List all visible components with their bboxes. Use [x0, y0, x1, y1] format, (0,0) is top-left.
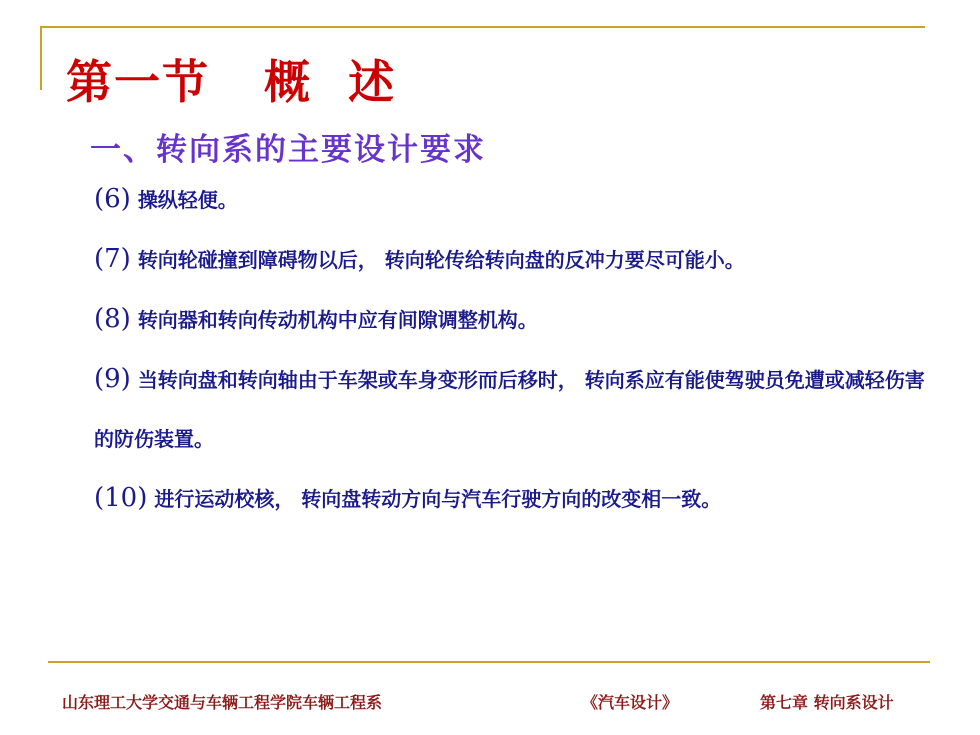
- list-item: [78, 290, 940, 350]
- item-text: 转向轮碰撞到障碍物以后， 转向轮传给转向盘的反冲力要尽可能小。: [137, 248, 745, 272]
- footer-chapter: 第七章 转向系设计: [760, 693, 894, 712]
- item-text: 转向器和转向传动机构中应有间隙调整机构。: [137, 308, 538, 332]
- item-number: (6): [94, 184, 131, 214]
- item-number: (9): [94, 364, 131, 394]
- requirements-list: [78, 170, 940, 529]
- footer-divider: [48, 661, 930, 663]
- list-item: [78, 469, 940, 529]
- item-number: (10): [94, 483, 148, 513]
- item-number: (7): [94, 244, 131, 274]
- item-text: 操纵轻便。: [137, 188, 238, 212]
- list-item: [78, 230, 940, 290]
- list-item: [78, 350, 940, 469]
- item-text: 当转向盘和转向轴由于车架或车身变形而后移时， 转向系应有能使驾驶员免遭或减轻伤害的防伤装置。: [94, 368, 925, 451]
- section-subtitle: 一、转向系的主要设计要求: [90, 132, 486, 168]
- left-divider: [40, 26, 42, 90]
- page-title: 第一节 概 述: [66, 55, 397, 109]
- footer-institution: 山东理工大学交通与车辆工程学院车辆工程系: [62, 693, 383, 712]
- footer-course: 《汽车设计》: [582, 693, 679, 712]
- item-number: (8): [94, 304, 131, 334]
- item-text: 进行运动校核， 转向盘转动方向与汽车行驶方向的改变相一致。: [154, 487, 722, 511]
- top-divider: [40, 26, 925, 28]
- list-item: [78, 170, 940, 230]
